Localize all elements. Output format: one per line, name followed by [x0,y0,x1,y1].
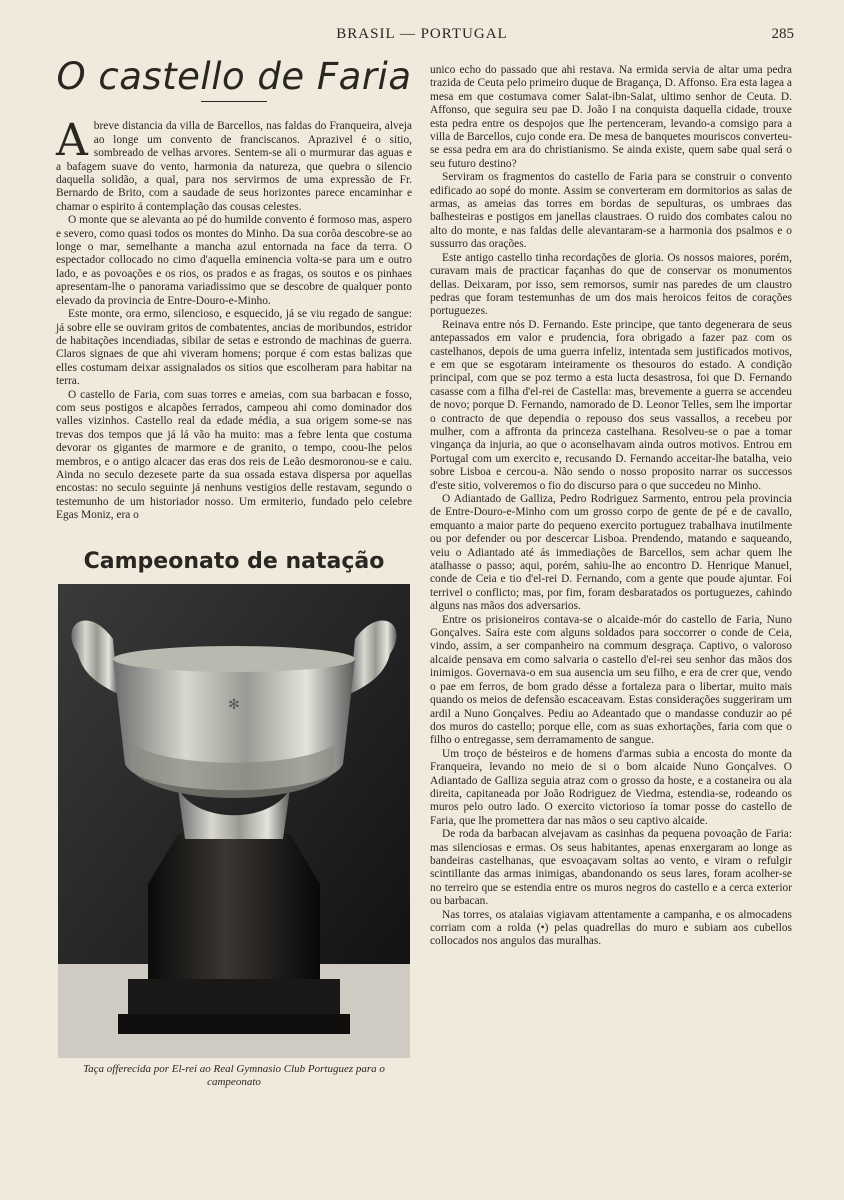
article-paragraph: Reinava entre nós D. Fernando. Este principe, que tanto degenerara de seus antepassados em valor e prudencia, fora obrigado a fazer paz com os castelhanos, depois de uma guerra infeliz, intentada sem justificados motivos, e em que se esgotaram inteiramente os thesouros do estado. A condição principal, com que se poz termo a esta lucta desastrosa, foi que D. Fernando casasse com a filha d'el-rei de Castella: mas, brevemente a guerra se accendeu de novo; porque D. Fernando, namorado de D. Leonor Telles, sem lhe importar o contracto de que dependia o repouso dos seus vassallos, a recebeu por mulher, com a affronta da princeza castelhana. Resolveu-se o pae a tomar vingança da injuria, ao que o aconselhavam ainda outros motivos. Entrou em Portugal com um exercito e, recusando D. Fernando acceitar-lhe batalha, veio sobre Lisboa e cercou-a. Não sendo o nosso proposito narrar os successos d'este sitio, volveremos o fio do discurso para o que succedeu no Minho. [430,318,792,492]
paragraph-text: breve distancia da villa de Barcellos, nas faldas do Franqueira, alveja ao longe um convento de franciscanos. Aprazivel é o sitio, sombreado de velhas arvores. Sentem-se ali o murmurar das aguas e a bafagem suave do vento, harmonia da natureza, que quebra o silencio daquella solidão, a qual, para nos servirmos de uma expressão de Fr. Bernardo de Brito, com a saudade de seus horizontes parece encaminhar e chamar o espirito á contemplação das cousas celestes. [56,120,412,213]
drop-cap: A [56,115,88,167]
article-paragraph: O castello de Faria, com suas torres e ameias, com sua barbacan e fosso, com seus postigos e alcapões ferrados, campeou ahi como dominador dos valles vizinhos. Castello real da edade média, a sua origem some-se nas trevas dos tempos que já lá vão ha muito: mas a febre lenta que costuma devorar os gigantes de marmore e de granito, o tempo, coou-lhe pelos membros, e o antigo alcacer das eras dos reis de Leão desmoronou-se e caiu. Ainda no seculo dezesete parte da sua ossada estava dispersa por aquellas encostas: no seculo seguinte já nenhuns vestigios delle restavam, segundo o testemunho de um historiador nosso. Um ermiterio, fundado pelo celebre Egas Moniz, era o [56,388,412,522]
article-paragraph: Nas torres, os atalaias vigiavam attentamente a campanha, e os almocadens corriam com a rolda (•) pelas quadrellas do muro e subiam aos cubellos collocados nos angulos das muralhas. [430,908,792,948]
running-title: BRASIL — PORTUGAL [336,26,508,42]
title-divider [201,101,267,102]
article-paragraph: De roda da barbacan alvejavam as casinhas da pequena povoação de Faria: mas silenciosas e ermas. Os seus habitantes, apenas enxergaram ao longe as bandeiras castelhanas, que esvoaçavam soltas ao vento, e viram o refulgir scintillante das armas inimigas, abandonando os seus lares, foram acolher-se no terreiro que se estendia entre os muros negros do castello e a cerca exterior ou barbacan. [430,828,792,908]
article-paragraph: Entre os prisioneiros contava-se o alcaide-mór do castello de Faria, Nuno Gonçalves. Saíra este com alguns soldados para soccorrer o conde de Ceia, vindo, assim, a ser companheiro na commum desgraça. Captivo, o valoroso alcaide pensava em como salvaria o castello d'el-rei seu senhor das mãos dos inimigos. Governava-o em sua ausencia um seu filho, e era de crer que, vendo o pae em ferros, de bom grado désse a fortaleza para o libertar, muito mais quando os meios de defensão escaceavam. Estas considerações suggeriram um ardil a Nuno Gonçalves. Pediu ao Adeantado que o mandasse conduzir ao pé dos muros do castello; porque elle, com as suas exhortações, faria com que o filho o entregasse, sem derramamento de sangue. [430,613,792,747]
article-paragraph: Este monte, ora ermo, silencioso, e esquecido, já se viu regado de sangue: já sobre elle se ouviram gritos de combatentes, ancias de moribundos, estridor de habitações incendiadas, sibilar de setas e estrondo de machinas de guerra. Claros signaes de que ahi viveram homens; porque é com estas balizas que elles costumam deixar assignalados os sitios que escolheram para habitar na terra. [56,308,412,388]
article-paragraph: O monte que se alevanta ao pé do humilde convento é formoso mas, aspero e severo, como quasi todos os montes do Minho. Da sua corôa descobre-se ao longe o mar, semelhante a mancha azul entornada na face da terra. O espectador collocado no cimo d'aquella eminencia volta-se para um e outro lado, e as povoações e os rios, os prados e as fragas, os soutos e os pinhaes apresentam-lhe o panorama variadissimo que se descobre de qualquer ponto elevado da provincia de Entre-Douro-e-Minho. [56,214,412,307]
article-paragraph [56,115,412,214]
left-column [56,55,412,1090]
article-paragraph: O Adiantado de Galliza, Pedro Rodriguez Sarmento, entrou pela provincia de Entre-Douro-e-Minho com um grosso corpo de gente de pé e de cavallo, emquanto a maior parte do pequeno exercito portuguez trabalhava inutilmente ou por defender ou por descercar Lisboa. Prendendo, matando e saqueando, veiu o Adiantado até ás immediações de Barcellos, sem achar quem lhe atalhasse o passo; aqui, porém, sahiu-lhe ao encontro D. Henrique Manuel, conde de Ceia e tio d'el-rei D. Fernando, com a gente que poude ajuntar. Foi terrivel o conflicto; mas, por fim, foram desbaratados os portuguezes, cahindo alguns nas mãos dos adversarios. [430,493,792,613]
article-paragraph: unico echo do passado que ahi restava. Na ermida servia de altar uma pedra trazida de Ceuta pelo primeiro duque de Bragança, D. Affonso. Era esta lagea a mesa em que costumava comer Salat-ibn-Salat, ultimo senhor de Ceuta. D. Affonso, que seguira seu pae D. João I na conquista daquella cidade, trouxe esta pedra entre os despojos que lhe pertenceram, levando-a comsigo para a villa de Barcellos, cujo conde era. De mesa de banquetes mouriscos converteu-se essa pedra em ara do christianismo. Se ainda existe, quem sabe qual será o seu futuro destino? [430,64,792,170]
page-number: 285 [771,26,794,42]
photo-caption: Taça offerecida por El-rei ao Real Gymnasio Club Portuguez para o campeonato [83,1063,385,1089]
article-paragraph: Este antigo castello tinha recordações de gloria. Os nossos maiores, porém, curavam mais de practicar façanhas do que de conservar os monumentos dellas. Deixaram, por isso, sem remorsos, sumir nas paredes de um claustro pedras que foram testemunhas de um dos mais heroicos feitos de corações portuguezes. [430,251,792,318]
trophy-cup-image [58,584,410,1058]
article-paragraph: Serviram os fragmentos do castello de Faria para se construir o convento edificado ao sopé do monte. Assim se converteram em dormitorios as salas de armas, as ameias das torres em bordas de sepulturas, os umbraes das balhesteiras e postigos em janellas claustraes. O ruido dos combates calou no alto do monte, e nas faldas delle alevantaram-se a harmonia dos psalmos e o sussurro das orações. [430,171,792,251]
cup-engraving-icon: ✻ [228,697,240,713]
article-title: O castello de Faria [56,55,412,98]
section-title: Campeonato de natação [83,548,385,574]
right-column [430,64,792,949]
article-paragraph: Um troço de bésteiros e de homens d'armas subia a encosta do monte da Franqueira, levando no meio de si o bom alcaide Nuno Gonçalves. O Adiantado de Galliza seguia atraz com o grosso da hoste, e a costaneira ou ala direita, capitaneada por João Rodriguez de Viedma, estendia-se, rodeando os muros pelo outro lado. O exercito victorioso ía tomar posse do castello de Faria, que lhe promettera dar nas mãos o seu captivo alcaide. [430,747,792,827]
page-header [50,26,794,48]
trophy-photo [58,584,410,1058]
